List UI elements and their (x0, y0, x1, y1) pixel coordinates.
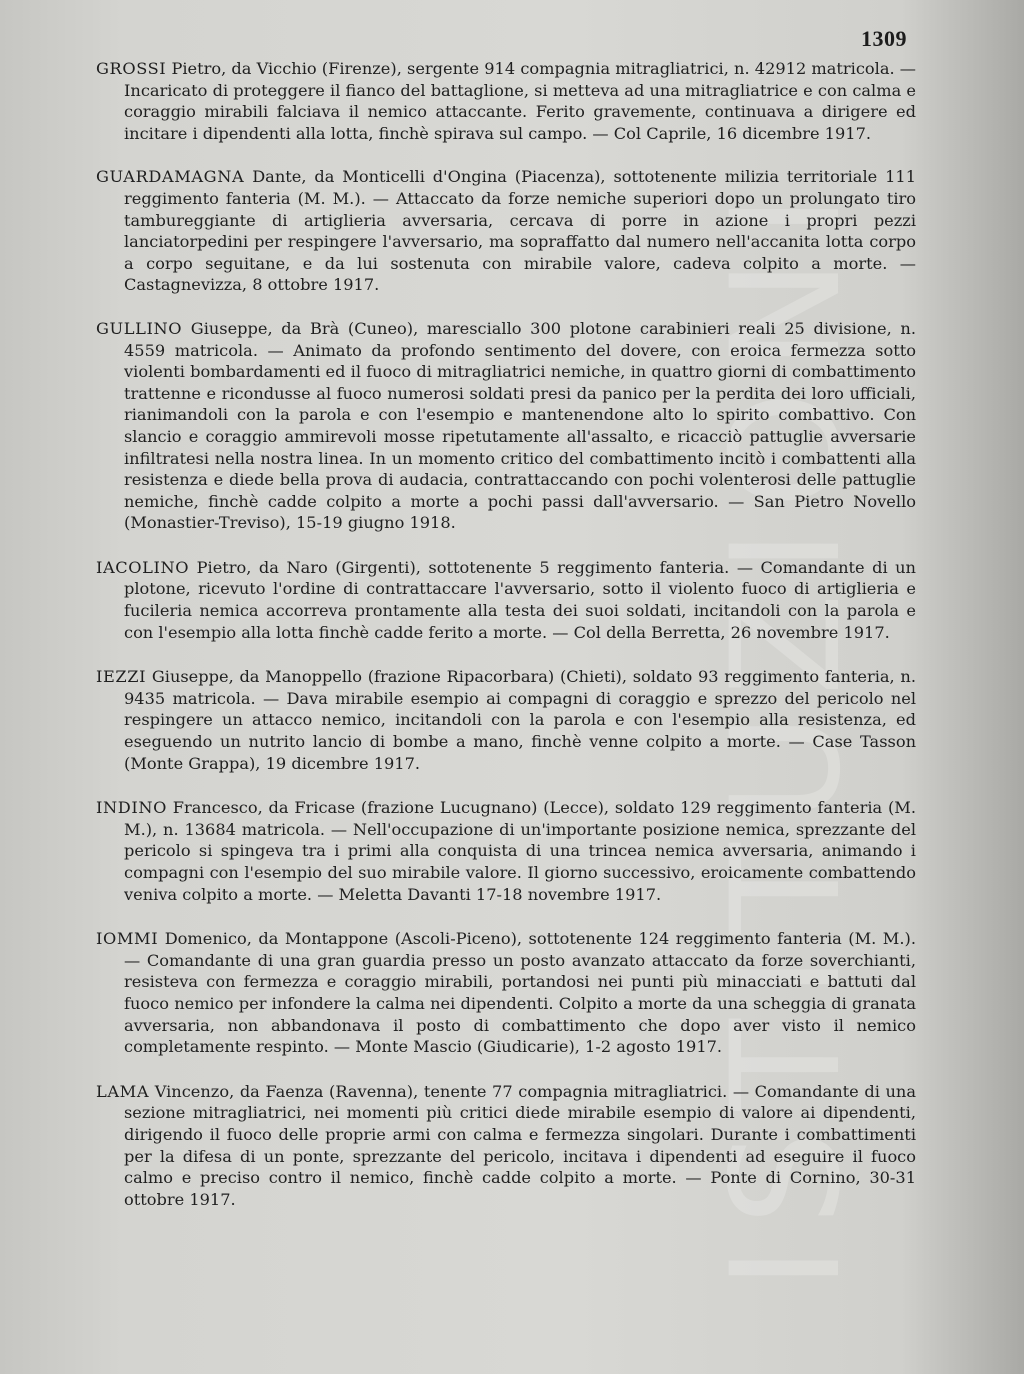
citation-entry (96, 166, 916, 296)
entry-surname: GUARDAMAGNA (96, 167, 245, 187)
citation-entry (96, 666, 916, 774)
entry-text: Pietro, da Vicchio (Firenze), sergente 914 compagnia mitragliatrici, n. 42912 matricola. — Incaricato di proteggere il fianco del battaglione, si metteva ad una mitragliatrice e con calma e coraggio mirabili falciava il nemico attaccante. Ferito gravemente, continuava a dirigere ed incitare i dipendenti alla lotta, finchè spirava sul campo. — Col Caprile, 16 dicembre 1917. (124, 59, 916, 143)
entry-text: Giuseppe, da Brà (Cuneo), maresciallo 300 plotone carabinieri reali 25 divisione, n. 4559 matricola. — Animato da profondo sentimento del dovere, con eroica fermezza sotto violenti bombardamenti ed il fuoco di mitragliatrici nemiche, in quattro giorni di combattimento trattenne e ricondusse al fuoco numerosi soldati presi da panico per la perdita dei loro ufficiali, rianimandoli con la parola e con l'esempio e mantenendone alto lo spirito combattivo. Con slancio e coraggio ammirevoli mosse ripetutamente all'assalto, e ricacciò pattuglie avversarie infiltratesi nella nostra linea. In un momento critico del combattimento incitò i combattenti alla resistenza e diede bella prova di audacia, contrattaccando con pochi volenterosi delle pattuglie nemiche, finchè cadde colpito a morte a pochi passi dall'avversario. — San Pietro Novello (Monastier-Treviso), 15-19 giugno 1918. (124, 318, 916, 533)
archive-watermark: ISTITUZIONI (700, 174, 874, 1290)
citation-entry (96, 928, 916, 1058)
citation-entry (96, 1081, 916, 1211)
entry-text: Francesco, da Fricase (frazione Lucugnano) (Lecce), soldato 129 reggimento fanteria (M. M.), n. 13684 matricola. — Nell'occupazione di un'importante posizione nemica, sprezzante del pericolo si spingeva tra i primi alla conquista di una trincea nemica avversaria, animando i compagni con l'esempio del suo mirabile valore. Il giorno successivo, eroicamente combattendo veniva colpito a morte. — Meletta Davanti 17-18 novembre 1917. (124, 798, 916, 904)
entry-text: Pietro, da Naro (Girgenti), sottotenente 5 reggimento fanteria. — Comandante di un plotone, ricevuto l'ordine di contrattaccare l'avversario, sotto il violento fuoco di artiglieria e fucileria nemica accorreva prontamente alla testa dei suoi soldati, incitandoli con la parola e con l'esempio alla lotta finchè cadde ferito a morte. — Col della Berretta, 26 novembre 1917. (124, 557, 916, 642)
entry-surname: IACOLINO (96, 557, 190, 577)
citation-entry (96, 58, 916, 144)
entry-surname: IOMMI (96, 929, 159, 949)
entry-text: Domenico, da Montappone (Ascoli-Piceno), sottotenente 124 reggimento fanteria (M. M.). — Comandante di una gran guardia presso un posto avanzato attaccato da forze soverchianti, resisteva con fermezza e coraggio mirabili, portandosi nei punti più minacciati e battuti dal fuoco nemico per infondere la calma nei dipendenti. Colpito a morte da una scheggia di granata avversaria, non abbandonava il posto di combattimento che dopo aver visto il nemico completamente respinto. — Monte Mascio (Giudicarie), 1-2 agosto 1917. (124, 929, 916, 1057)
citation-entry (96, 557, 916, 643)
page-number: 1309 (861, 26, 907, 51)
entry-surname: IEZZI (96, 667, 147, 687)
entry-text: Vincenzo, da Faenza (Ravenna), tenente 77 compagnia mitragliatrici. — Comandante di una sezione mitragliatrici, nei momenti più critici diede mirabile esempio di valore ai dipendenti, dirigendo il fuoco delle proprie armi con calma e fermezza singolari. Durante i combattimenti per la difesa di un ponte, sprezzante del pericolo, incitava i dipendenti ad eseguire il fuoco calmo e preciso contro il nemico, finchè cadde colpito a morte. — Ponte di Cornino, 30-31 ottobre 1917. (124, 1081, 916, 1209)
entry-text: Dante, da Monticelli d'Ongina (Piacenza), sottotenente milizia territoriale 111 reggimento fanteria (M. M.). — Attaccato da forze nemiche superiori dopo un prolungato tiro tambureggiante di artiglieria avversaria, cercava di porre in azione i propri pezzi lanciatorpedini per respingere l'avversario, ma sopraffatto dal numero nell'accanita lotta corpo a corpo seguitane, e da lui sostenuta con mirabile valore, cadeva colpito a morte. — Castagnevizza, 8 ottobre 1917. (124, 167, 916, 295)
citation-entry (96, 797, 916, 905)
entry-text: Giuseppe, da Manoppello (frazione Ripacorbara) (Chieti), soldato 93 reggimento fanteria, n. 9435 matricola. — Dava mirabile esempio ai compagni di coraggio e sprezzo del pericolo nel respingere un attacco nemico, incitandoli con la parola e con l'esempio alla resistenza, ed eseguendo un nutrito lancio di bombe a mano, finchè venne colpito a morte. — Case Tasson (Monte Grappa), 19 dicembre 1917. (124, 667, 916, 773)
citation-entry (96, 318, 916, 534)
entry-surname: GULLINO (96, 318, 183, 338)
entry-surname: GROSSI (96, 59, 167, 78)
citation-list (96, 58, 916, 1210)
entry-surname: INDINO (96, 798, 167, 818)
entry-surname: LAMA (96, 1081, 150, 1101)
